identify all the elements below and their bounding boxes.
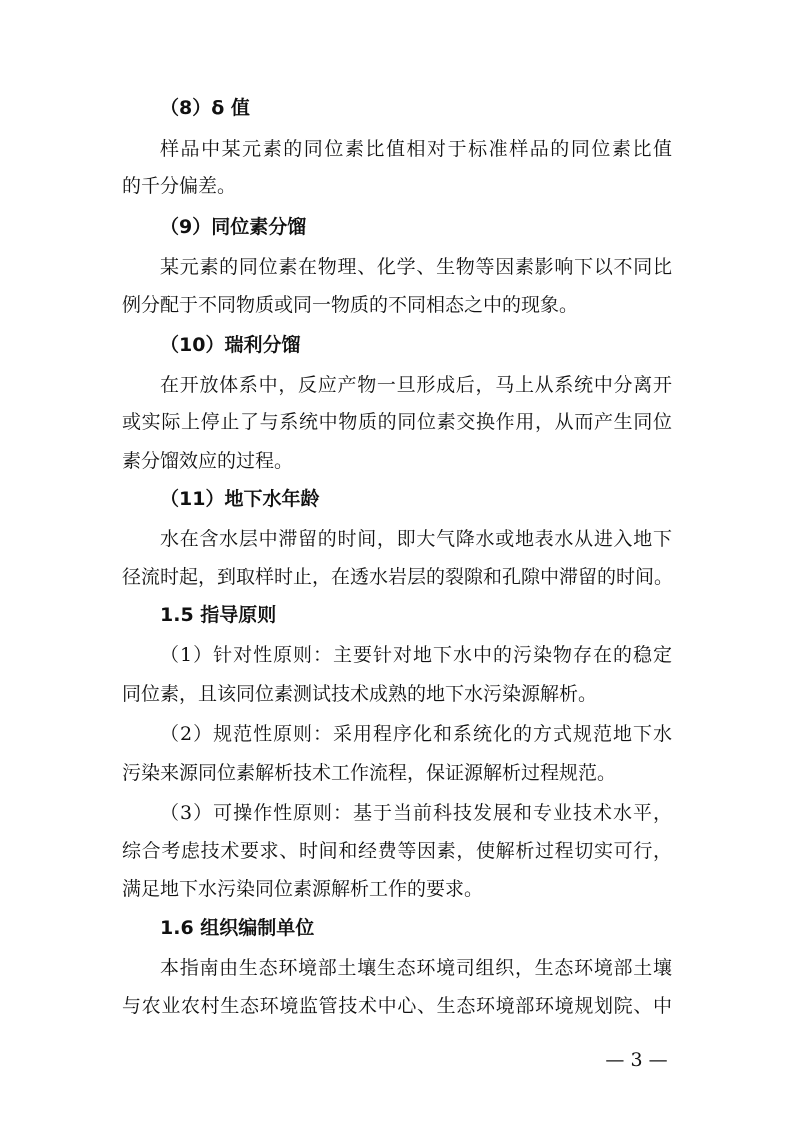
body-line: （2）规范性原则：采用程序化和系统化的方式规范地下水	[160, 723, 672, 745]
body-line: （3）可操作性原则：基于当前科技发展和专业技术水平，	[160, 802, 672, 824]
body-line: （1）针对性原则：主要针对地下水中的污染物存在的稳定	[160, 644, 672, 666]
body-line: 污染来源同位素解析技术工作流程，保证源解析过程规范。	[122, 762, 617, 784]
body-line: 素分馏效应的过程。	[122, 450, 294, 472]
heading-rayleigh-fractionation: （10）瑞利分馏	[160, 334, 301, 356]
body-line: 同位素，且该同位素测试技术成熟的地下水污染源解析。	[122, 683, 598, 705]
heading-guiding-principles: 1.5 指导原则	[160, 604, 277, 626]
body-line: 满足地下水污染同位素源解析工作的要求。	[122, 878, 484, 900]
body-line: 本指南由生态环境部土壤生态环境司组织，生态环境部土壤	[160, 957, 672, 979]
heading-isotope-fractionation: （9）同位素分馏	[160, 216, 307, 238]
body-line: 样品中某元素的同位素比值相对于标准样品的同位素比值	[160, 138, 672, 160]
body-line: 水在含水层中滞留的时间，即大气降水或地表水从进入地下	[160, 528, 672, 550]
body-line: 在开放体系中，反应产物一旦形成后，马上从系统中分离开	[160, 374, 672, 396]
body-line: 综合考虑技术要求、时间和经费等因素，使解析过程切实可行，	[122, 840, 672, 862]
page-number: — 3 —	[605, 1049, 668, 1071]
body-line: 或实际上停止了与系统中物质的同位素交换作用，从而产生同位	[122, 411, 672, 433]
body-line: 例分配于不同物质或同一物质的不同相态之中的现象。	[122, 294, 579, 316]
body-line: 的千分偏差。	[122, 175, 237, 197]
heading-organizing-units: 1.6 组织编制单位	[160, 917, 315, 939]
heading-groundwater-age: （11）地下水年龄	[160, 488, 320, 510]
body-line: 径流时起，到取样时止，在透水岩层的裂隙和孔隙中滞留的时间。	[122, 566, 674, 588]
body-line: 某元素的同位素在物理、化学、生物等因素影响下以不同比	[160, 256, 672, 278]
body-line: 与农业农村生态环境监管技术中心、生态环境部环境规划院、中	[122, 995, 672, 1017]
heading-delta-value: （8）δ 值	[160, 97, 250, 119]
